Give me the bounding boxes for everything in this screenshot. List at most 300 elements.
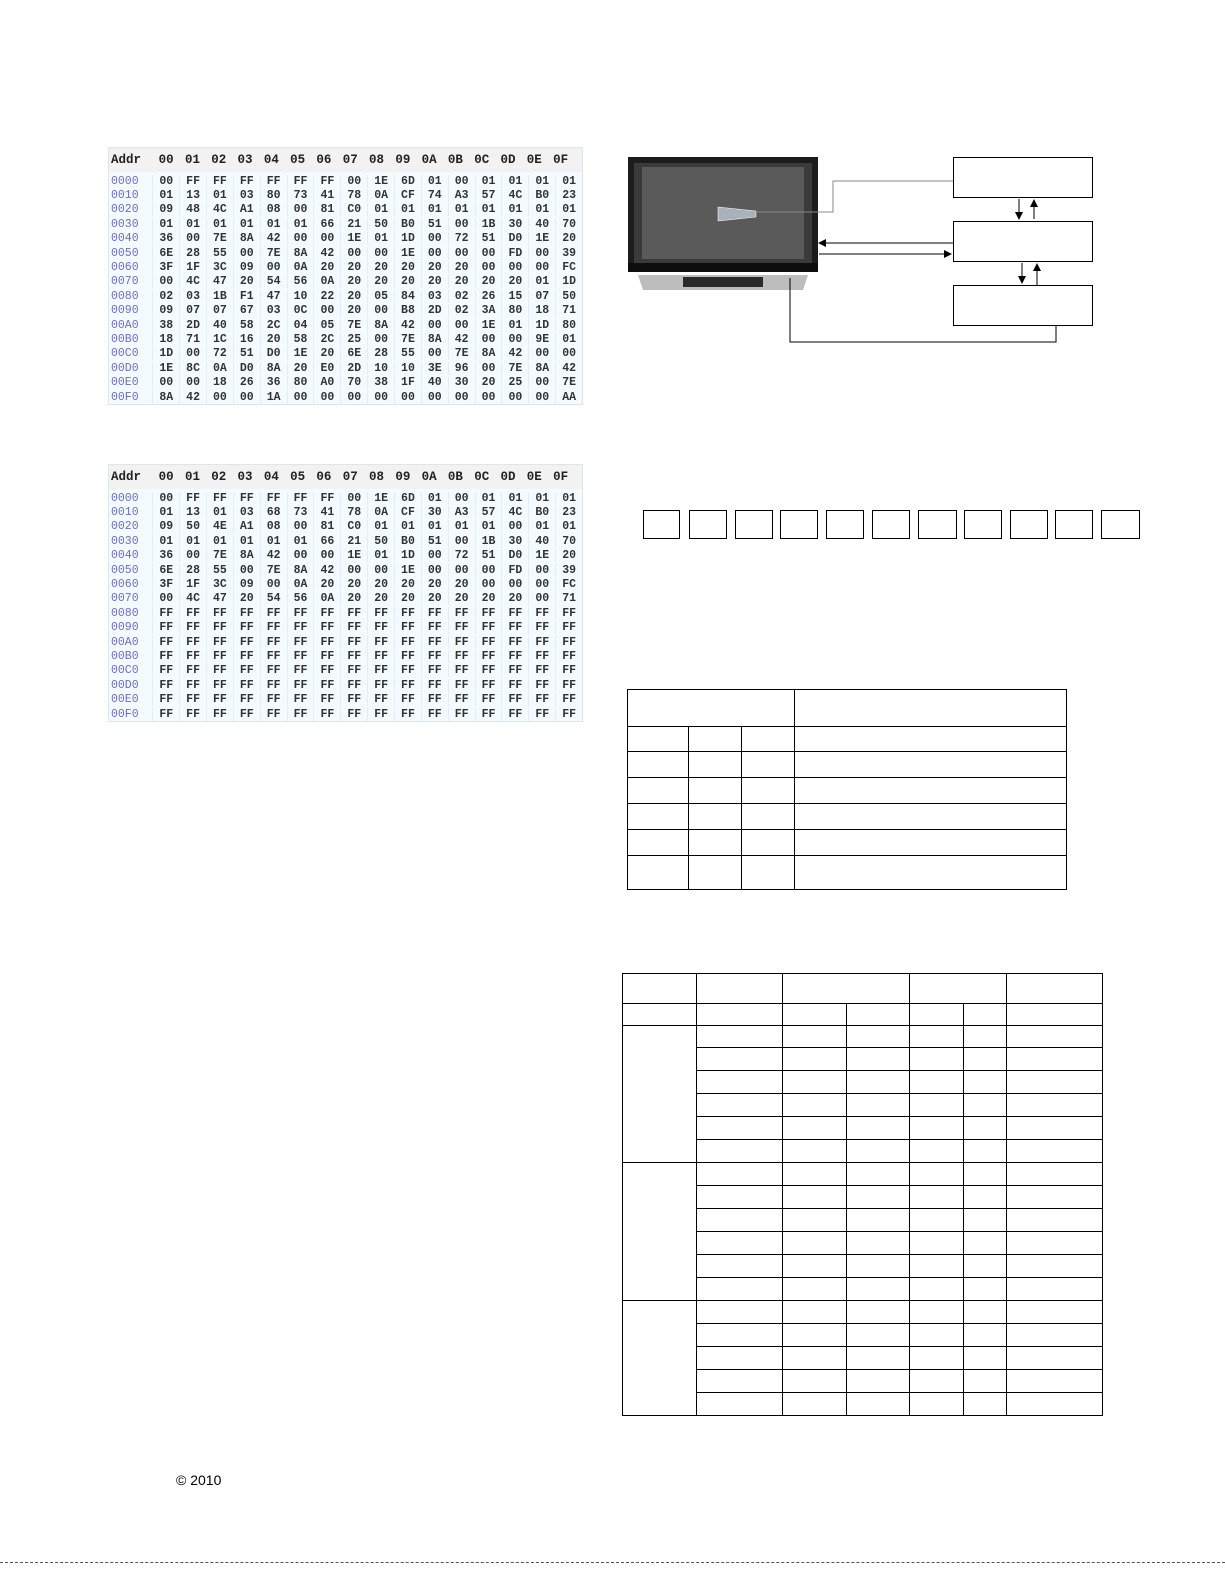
hex-byte: 07 bbox=[206, 304, 233, 317]
hex-header-cell: 0D bbox=[500, 153, 516, 167]
hex-address: 0050 bbox=[111, 563, 139, 577]
hex-byte: FD bbox=[501, 564, 528, 577]
hex-byte: FF bbox=[555, 636, 582, 649]
hex-byte: 00 bbox=[421, 247, 448, 260]
hex-byte: 00 bbox=[501, 333, 528, 346]
hex-byte: FF bbox=[179, 693, 206, 706]
hex-byte: 67 bbox=[233, 304, 260, 317]
hex-byte: 00 bbox=[287, 520, 314, 533]
hex-byte: 80 bbox=[555, 319, 582, 332]
hex-byte: 8A bbox=[260, 362, 287, 375]
hex-byte: 1E bbox=[340, 549, 367, 562]
hex-byte: 1B bbox=[475, 535, 502, 548]
hex-byte: 03 bbox=[260, 304, 287, 317]
hex-byte: FF bbox=[448, 621, 475, 634]
hex-byte: FF bbox=[260, 693, 287, 706]
hex-byte: 25 bbox=[340, 333, 367, 346]
hex-byte: 00 bbox=[313, 549, 340, 562]
hex-header-cell: 04 bbox=[263, 153, 279, 167]
hex-byte: FF bbox=[152, 708, 179, 721]
hex-byte: 1E bbox=[475, 319, 502, 332]
hex-byte: 01 bbox=[528, 275, 555, 288]
hex-byte: E0 bbox=[313, 362, 340, 375]
hex-byte: FF bbox=[287, 175, 314, 188]
hex-byte: 22 bbox=[313, 290, 340, 303]
hex-byte: 2C bbox=[260, 319, 287, 332]
hex-byte: 30 bbox=[448, 376, 475, 389]
hex-byte: 20 bbox=[421, 592, 448, 605]
hex-byte: 1D bbox=[394, 549, 421, 562]
hex-byte: FD bbox=[501, 247, 528, 260]
hex-byte: 23 bbox=[555, 189, 582, 202]
hex-byte: 51 bbox=[475, 232, 502, 245]
hex-address: 00D0 bbox=[111, 678, 139, 692]
hex-byte: FF bbox=[179, 636, 206, 649]
hex-byte: 00 bbox=[528, 391, 555, 404]
hex-byte: 00 bbox=[179, 549, 206, 562]
hex-byte: 00 bbox=[555, 347, 582, 360]
hex-byte: FF bbox=[394, 636, 421, 649]
hex-byte: 51 bbox=[421, 535, 448, 548]
hex-address: 00B0 bbox=[111, 332, 139, 346]
hex-byte: 00 bbox=[179, 347, 206, 360]
hex-byte: FF bbox=[287, 607, 314, 620]
hex-byte: 0A bbox=[367, 189, 394, 202]
hex-byte: 01 bbox=[475, 203, 502, 216]
hex-header-cell: 00 bbox=[158, 470, 174, 484]
hex-byte: 71 bbox=[555, 592, 582, 605]
hex-byte: 01 bbox=[367, 203, 394, 216]
hex-byte: FF bbox=[421, 693, 448, 706]
hex-byte: FF bbox=[313, 492, 340, 505]
hex-byte: 84 bbox=[394, 290, 421, 303]
hex-byte: FF bbox=[501, 679, 528, 692]
hex-row bbox=[109, 592, 582, 606]
hex-byte: 38 bbox=[152, 319, 179, 332]
hex-byte: FF bbox=[555, 621, 582, 634]
hex-byte: 01 bbox=[501, 175, 528, 188]
blank-box bbox=[1010, 510, 1048, 539]
hex-byte: 02 bbox=[448, 290, 475, 303]
hex-byte: FF bbox=[206, 492, 233, 505]
hex-byte: FF bbox=[340, 679, 367, 692]
hex-byte: FF bbox=[475, 664, 502, 677]
hex-byte: 0A bbox=[206, 362, 233, 375]
block-diagram-lines bbox=[0, 0, 1225, 400]
hex-byte: 01 bbox=[448, 203, 475, 216]
hex-byte: 1E bbox=[340, 232, 367, 245]
hex-byte: 51 bbox=[233, 347, 260, 360]
hex-address: 00A0 bbox=[111, 635, 139, 649]
hex-address: 0000 bbox=[111, 174, 139, 188]
hex-byte: 18 bbox=[528, 304, 555, 317]
hex-byte: 13 bbox=[179, 506, 206, 519]
hex-byte: 00 bbox=[475, 261, 502, 274]
grid-cell bbox=[628, 690, 795, 727]
grid-cell bbox=[795, 690, 1067, 727]
hex-byte: FF bbox=[233, 175, 260, 188]
blank-box bbox=[1055, 510, 1093, 539]
hex-byte: 70 bbox=[555, 218, 582, 231]
hex-byte: C0 bbox=[340, 203, 367, 216]
hex-byte: CF bbox=[394, 189, 421, 202]
hex-byte: 20 bbox=[421, 275, 448, 288]
hex-byte: 1F bbox=[394, 376, 421, 389]
hex-byte: 01 bbox=[367, 520, 394, 533]
hex-byte: 00 bbox=[152, 376, 179, 389]
hex-byte: 20 bbox=[448, 592, 475, 605]
hex-byte: 56 bbox=[287, 275, 314, 288]
hex-header-cell: 0F bbox=[553, 470, 569, 484]
hex-byte: FF bbox=[152, 679, 179, 692]
hex-byte: 01 bbox=[152, 218, 179, 231]
hex-byte: FF bbox=[313, 679, 340, 692]
hex-header-cell: 03 bbox=[237, 470, 253, 484]
hex-byte: 04 bbox=[287, 319, 314, 332]
hex-byte: 8A bbox=[233, 232, 260, 245]
hex-byte: FF bbox=[260, 664, 287, 677]
hex-row bbox=[109, 692, 582, 706]
hex-byte: 09 bbox=[152, 304, 179, 317]
hex-byte: 02 bbox=[448, 304, 475, 317]
hex-byte: 00 bbox=[287, 232, 314, 245]
hex-byte: 28 bbox=[367, 347, 394, 360]
hex-header-cell: 0C bbox=[474, 153, 490, 167]
hex-header-cell: 01 bbox=[184, 153, 200, 167]
hex-byte: 74 bbox=[421, 189, 448, 202]
hex-byte: 00 bbox=[421, 347, 448, 360]
hex-byte: 01 bbox=[501, 492, 528, 505]
hex-byte: 1A bbox=[260, 391, 287, 404]
hex-byte: FF bbox=[421, 679, 448, 692]
hex-address: 00B0 bbox=[111, 649, 139, 663]
hex-byte: 26 bbox=[233, 376, 260, 389]
hex-byte: 03 bbox=[233, 189, 260, 202]
hex-byte: 00 bbox=[501, 261, 528, 274]
hex-byte: FF bbox=[448, 708, 475, 721]
hex-byte: 20 bbox=[260, 333, 287, 346]
hex-byte: FF bbox=[448, 650, 475, 663]
hex-address: 00C0 bbox=[111, 664, 139, 678]
hex-byte: FF bbox=[528, 679, 555, 692]
hex-byte: CF bbox=[394, 506, 421, 519]
hex-byte: FF bbox=[313, 621, 340, 634]
hex-byte: 01 bbox=[475, 520, 502, 533]
hex-byte: 72 bbox=[448, 549, 475, 562]
hex-byte: 1E bbox=[287, 347, 314, 360]
hex-byte: 00 bbox=[448, 391, 475, 404]
hex-byte: FF bbox=[179, 650, 206, 663]
hex-byte: 4C bbox=[179, 275, 206, 288]
hex-address: 0060 bbox=[111, 261, 139, 275]
hex-byte: FF bbox=[340, 693, 367, 706]
hex-byte: 20 bbox=[475, 592, 502, 605]
hex-byte: A3 bbox=[448, 189, 475, 202]
hex-byte: FF bbox=[340, 650, 367, 663]
hex-byte: 09 bbox=[152, 203, 179, 216]
hex-byte: 40 bbox=[528, 535, 555, 548]
hex-byte: 00 bbox=[528, 376, 555, 389]
hex-byte: 00 bbox=[421, 232, 448, 245]
hex-address: 00F0 bbox=[111, 390, 139, 404]
hex-byte: FF bbox=[367, 693, 394, 706]
hex-byte: FF bbox=[367, 650, 394, 663]
hex-byte: 8A bbox=[233, 549, 260, 562]
hex-byte: FF bbox=[421, 621, 448, 634]
hex-byte: FF bbox=[260, 679, 287, 692]
hex-byte: 00 bbox=[233, 391, 260, 404]
hex-byte: 42 bbox=[555, 362, 582, 375]
hex-byte: FF bbox=[179, 664, 206, 677]
hex-byte: 00 bbox=[528, 347, 555, 360]
hex-byte: 72 bbox=[448, 232, 475, 245]
hex-byte: 00 bbox=[448, 218, 475, 231]
hex-byte: 8A bbox=[287, 247, 314, 260]
hex-byte: 51 bbox=[421, 218, 448, 231]
hex-byte: FF bbox=[448, 693, 475, 706]
hex-byte: 41 bbox=[313, 189, 340, 202]
hex-byte: FF bbox=[555, 650, 582, 663]
hex-row bbox=[109, 621, 582, 635]
hex-byte: 0A bbox=[313, 275, 340, 288]
hex-byte: 00 bbox=[528, 247, 555, 260]
hex-byte: FF bbox=[367, 679, 394, 692]
hex-byte: 78 bbox=[340, 506, 367, 519]
blank-box bbox=[918, 510, 957, 539]
hex-byte: 26 bbox=[475, 290, 502, 303]
hex-byte: 01 bbox=[367, 549, 394, 562]
hex-byte: 20 bbox=[233, 275, 260, 288]
hex-byte: FF bbox=[367, 664, 394, 677]
hex-byte: 01 bbox=[206, 535, 233, 548]
hex-byte: A3 bbox=[448, 506, 475, 519]
hex-byte: 01 bbox=[528, 175, 555, 188]
hex-byte: 50 bbox=[179, 520, 206, 533]
hex-row bbox=[109, 606, 582, 620]
hex-header-cell: 01 bbox=[184, 470, 200, 484]
hex-byte: 3C bbox=[206, 578, 233, 591]
hex-byte: FF bbox=[475, 693, 502, 706]
hex-byte: FF bbox=[179, 621, 206, 634]
hex-byte: FF bbox=[313, 693, 340, 706]
hex-byte: 00 bbox=[233, 247, 260, 260]
hex-address: 0080 bbox=[111, 606, 139, 620]
hex-byte: 1D bbox=[152, 347, 179, 360]
hex-byte: FF bbox=[475, 679, 502, 692]
hex-byte: FF bbox=[206, 175, 233, 188]
hex-byte: FF bbox=[260, 650, 287, 663]
hex-byte: 0C bbox=[287, 304, 314, 317]
hex-address: 0090 bbox=[111, 621, 139, 635]
hex-byte: 42 bbox=[313, 247, 340, 260]
hex-byte: 00 bbox=[448, 175, 475, 188]
blank-box bbox=[689, 510, 727, 539]
hex-byte: FF bbox=[555, 708, 582, 721]
hex-byte: 20 bbox=[475, 275, 502, 288]
hex-byte: FF bbox=[206, 621, 233, 634]
hex-byte: 00 bbox=[475, 333, 502, 346]
hex-byte: FF bbox=[313, 708, 340, 721]
hex-byte: FF bbox=[206, 679, 233, 692]
hex-byte: 00 bbox=[421, 319, 448, 332]
hex-byte: 18 bbox=[206, 376, 233, 389]
hex-header-cell: 0D bbox=[500, 470, 516, 484]
hex-table-header bbox=[109, 465, 582, 489]
hex-byte: 48 bbox=[179, 203, 206, 216]
hex-address: 0040 bbox=[111, 232, 139, 246]
hex-header-cell: 02 bbox=[211, 153, 227, 167]
hex-row bbox=[109, 649, 582, 663]
hex-header-cell: 0C bbox=[474, 470, 490, 484]
hex-byte: D0 bbox=[233, 362, 260, 375]
blank-box bbox=[643, 510, 680, 539]
hex-byte: 00 bbox=[340, 492, 367, 505]
hex-byte: 28 bbox=[179, 564, 206, 577]
hex-address: 0010 bbox=[111, 189, 139, 203]
hex-byte: FF bbox=[340, 607, 367, 620]
hex-byte: 00 bbox=[528, 578, 555, 591]
hex-address: 0000 bbox=[111, 491, 139, 505]
hex-byte: 15 bbox=[501, 290, 528, 303]
hex-byte: FF bbox=[340, 621, 367, 634]
hex-byte: 42 bbox=[260, 232, 287, 245]
hex-byte: 00 bbox=[501, 391, 528, 404]
hex-byte: C0 bbox=[340, 520, 367, 533]
hex-byte: D0 bbox=[260, 347, 287, 360]
hex-byte: 01 bbox=[475, 175, 502, 188]
hex-byte: 00 bbox=[448, 564, 475, 577]
hex-byte: 1E bbox=[528, 549, 555, 562]
hex-row bbox=[109, 505, 582, 519]
page-divider bbox=[0, 1562, 1225, 1563]
hex-row bbox=[109, 678, 582, 692]
hex-byte: 00 bbox=[340, 175, 367, 188]
hex-header-cell: Addr bbox=[111, 470, 142, 484]
hex-byte: 1E bbox=[367, 175, 394, 188]
hex-byte: B0 bbox=[394, 218, 421, 231]
hex-byte: 00 bbox=[340, 247, 367, 260]
hex-byte: 6E bbox=[152, 247, 179, 260]
hex-byte: 01 bbox=[233, 218, 260, 231]
hex-byte: 7E bbox=[501, 362, 528, 375]
hex-byte: F1 bbox=[233, 290, 260, 303]
hex-byte: 1E bbox=[528, 232, 555, 245]
hex-byte: 20 bbox=[555, 232, 582, 245]
hex-byte: FF bbox=[421, 650, 448, 663]
hex-byte: FF bbox=[421, 708, 448, 721]
hex-byte: FF bbox=[287, 664, 314, 677]
hex-byte: FF bbox=[528, 621, 555, 634]
hex-byte: FF bbox=[287, 650, 314, 663]
hex-byte: 20 bbox=[448, 275, 475, 288]
hex-byte: 00 bbox=[475, 391, 502, 404]
hex-byte: FF bbox=[206, 650, 233, 663]
hex-byte: FF bbox=[179, 175, 206, 188]
hex-byte: FF bbox=[340, 708, 367, 721]
hex-address: 0080 bbox=[111, 289, 139, 303]
hex-byte: 00 bbox=[152, 175, 179, 188]
hex-byte: 72 bbox=[206, 347, 233, 360]
hex-address: 0020 bbox=[111, 520, 139, 534]
hex-byte: 00 bbox=[260, 261, 287, 274]
hex-byte: 00 bbox=[421, 391, 448, 404]
hex-byte: 01 bbox=[501, 319, 528, 332]
hex-byte: 00 bbox=[179, 376, 206, 389]
hex-address: 0050 bbox=[111, 246, 139, 260]
hex-byte: 55 bbox=[206, 247, 233, 260]
hex-header-cell: 08 bbox=[369, 153, 385, 167]
hex-byte: 1D bbox=[555, 275, 582, 288]
hex-byte: 20 bbox=[313, 578, 340, 591]
hex-byte: FF bbox=[528, 693, 555, 706]
hex-byte: B8 bbox=[394, 304, 421, 317]
hex-byte: 09 bbox=[152, 520, 179, 533]
hex-byte: 6E bbox=[340, 347, 367, 360]
hex-byte: 42 bbox=[448, 333, 475, 346]
hex-address: 0030 bbox=[111, 217, 139, 231]
hex-byte: FF bbox=[233, 708, 260, 721]
hex-byte: 07 bbox=[179, 304, 206, 317]
hex-header-cell: 00 bbox=[158, 153, 174, 167]
hex-byte: FF bbox=[448, 679, 475, 692]
hex-byte: 30 bbox=[421, 506, 448, 519]
hex-byte: 2D bbox=[179, 319, 206, 332]
hex-byte: 01 bbox=[287, 535, 314, 548]
hex-row bbox=[109, 664, 582, 678]
hex-byte: FF bbox=[394, 664, 421, 677]
hex-row bbox=[109, 549, 582, 563]
hex-byte: 8C bbox=[179, 362, 206, 375]
hex-byte: FF bbox=[287, 708, 314, 721]
hex-byte: 00 bbox=[421, 549, 448, 562]
hex-byte: 71 bbox=[179, 333, 206, 346]
hex-byte: 05 bbox=[367, 290, 394, 303]
hex-byte: 8A bbox=[152, 391, 179, 404]
blank-grid-table-b bbox=[622, 973, 1103, 1416]
hex-byte: FF bbox=[206, 693, 233, 706]
hex-byte: B0 bbox=[528, 189, 555, 202]
blank-box bbox=[964, 510, 1002, 539]
hex-byte: 00 bbox=[340, 391, 367, 404]
hex-byte: 50 bbox=[367, 535, 394, 548]
hex-byte: FF bbox=[313, 175, 340, 188]
blank-grid-table-a bbox=[627, 689, 1067, 890]
hex-byte: 70 bbox=[340, 376, 367, 389]
hex-byte: FF bbox=[501, 664, 528, 677]
hex-byte: 03 bbox=[179, 290, 206, 303]
hex-byte: 00 bbox=[367, 391, 394, 404]
hex-byte: FF bbox=[233, 636, 260, 649]
hex-byte: 25 bbox=[501, 376, 528, 389]
hex-byte: 03 bbox=[421, 290, 448, 303]
hex-address: 00A0 bbox=[111, 318, 139, 332]
hex-byte: 7E bbox=[260, 247, 287, 260]
hex-header-cell: 0B bbox=[447, 470, 463, 484]
hex-byte: 30 bbox=[501, 218, 528, 231]
hex-byte: 01 bbox=[152, 189, 179, 202]
hex-byte: AA bbox=[555, 391, 582, 404]
hex-byte: FF bbox=[448, 664, 475, 677]
hex-address: 00D0 bbox=[111, 361, 139, 375]
hex-byte: 1D bbox=[528, 319, 555, 332]
hex-byte: 6D bbox=[394, 492, 421, 505]
hex-byte: 20 bbox=[340, 304, 367, 317]
hex-byte: 20 bbox=[340, 578, 367, 591]
hex-header-cell: 07 bbox=[342, 470, 358, 484]
hex-byte: 20 bbox=[501, 275, 528, 288]
hex-byte: 20 bbox=[340, 290, 367, 303]
hex-byte: FF bbox=[179, 607, 206, 620]
